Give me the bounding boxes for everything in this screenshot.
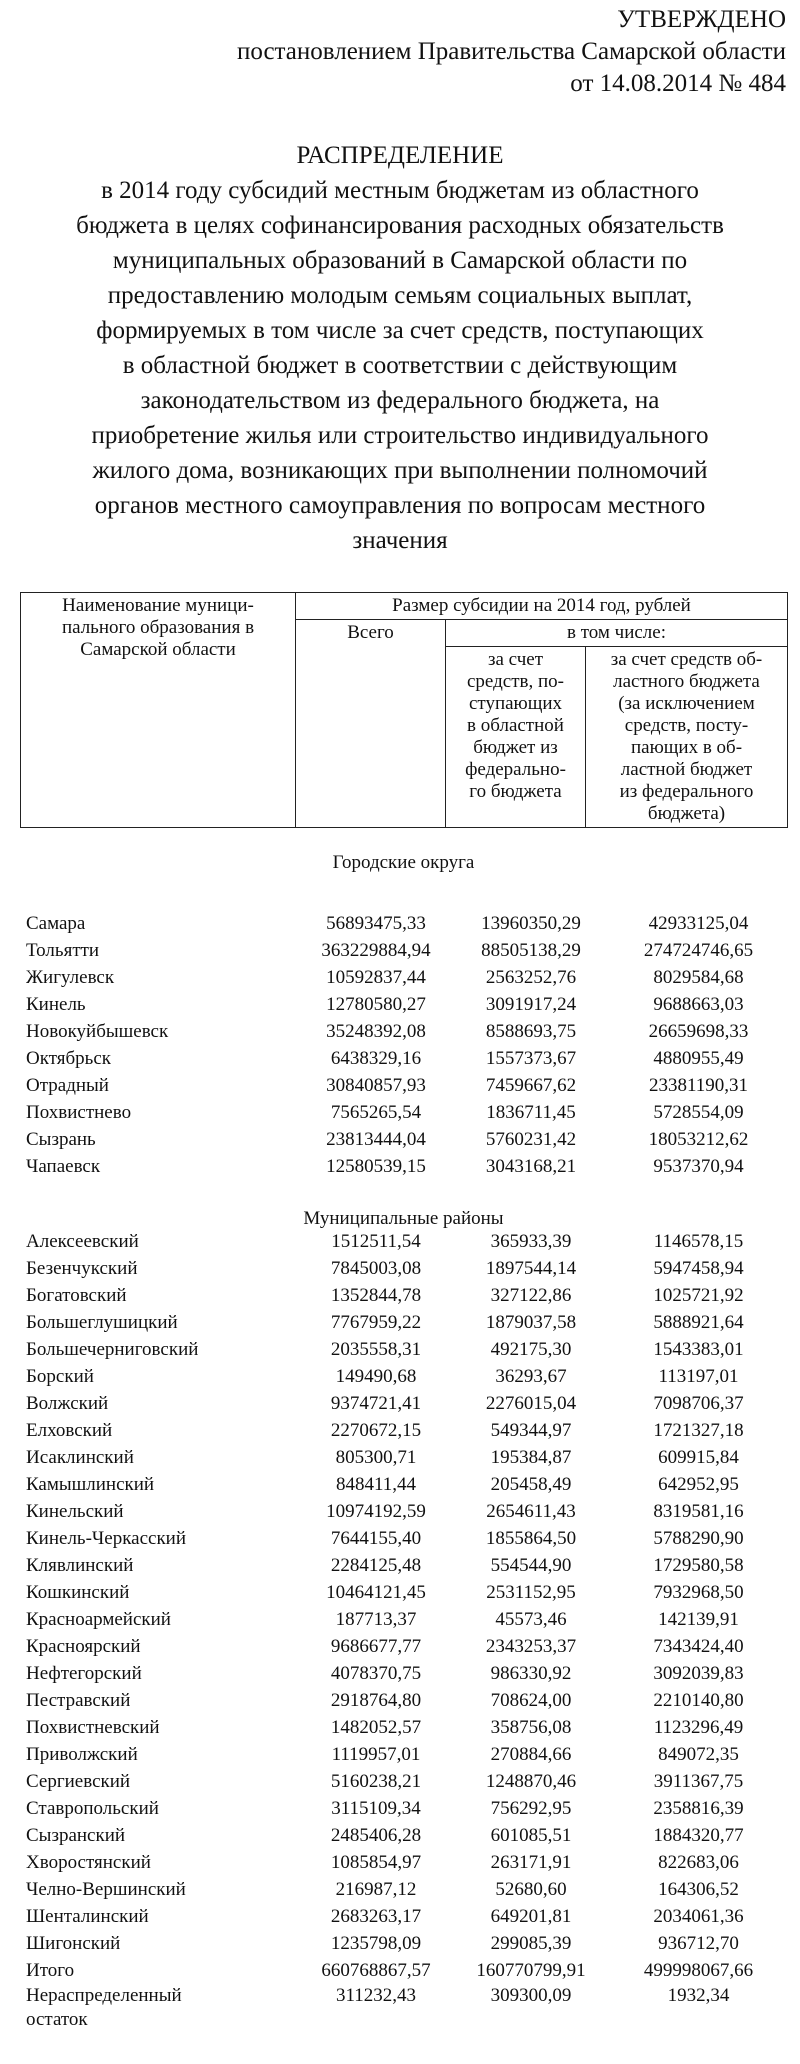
- cell-federal: 3043168,21: [485, 1156, 577, 1177]
- cell-federal: 88505138,29: [481, 940, 581, 961]
- cell-regional: 1123296,49: [653, 1717, 744, 1738]
- cell-name: Исаклинский: [26, 1447, 134, 1468]
- cell-total: 23813444,04: [326, 1129, 426, 1150]
- cell-total: 1235798,09: [330, 1933, 422, 1954]
- cell-regional: 822683,06: [658, 1852, 739, 1873]
- cell-regional: 7098706,37: [653, 1393, 744, 1414]
- cell-regional: 164306,52: [658, 1879, 739, 1900]
- table-row: [26, 1741, 786, 1768]
- table-row: [26, 1228, 786, 1255]
- cell-name: Жигулевск: [26, 967, 115, 988]
- cell-federal: 649201,81: [490, 1906, 572, 1927]
- table-row: [26, 1984, 786, 2032]
- cell-regional: 4880955,49: [653, 1048, 744, 1069]
- cell-regional: 1543383,01: [653, 1339, 744, 1360]
- cell-regional: 42933125,04: [648, 913, 749, 934]
- header-subsidy-size: Размер субсидии на 2014 год, рублей: [296, 593, 788, 620]
- title-line: законодательством из федерального бюджета, на: [140, 387, 660, 414]
- cell-regional: 3911367,75: [653, 1771, 744, 1792]
- cell-name: Сергиевский: [26, 1771, 131, 1792]
- table-row: [26, 1552, 786, 1579]
- cell-regional: 936712,70: [658, 1933, 739, 1954]
- cell-total: 6438329,16: [330, 1048, 422, 1069]
- title-line: органов местного самоуправления по вопросам местного: [94, 492, 706, 519]
- cell-total: 5160238,21: [330, 1771, 422, 1792]
- cell-name: Елховский: [26, 1420, 113, 1441]
- cell-name: Алексеевский: [26, 1231, 139, 1252]
- cell-regional: 1729580,58: [653, 1555, 744, 1576]
- cell-total: 9374721,41: [330, 1393, 422, 1414]
- cell-federal: 13960350,29: [481, 913, 581, 934]
- cell-name: Кинель: [26, 994, 86, 1015]
- cell-name: Большеглушицкий: [26, 1312, 178, 1333]
- cell-federal: 327122,86: [490, 1285, 572, 1306]
- cell-federal: 708624,00: [490, 1690, 572, 1711]
- cell-regional: 849072,35: [658, 1744, 739, 1765]
- cell-total: 1352844,78: [330, 1285, 422, 1306]
- cell-federal: 7459667,62: [485, 1075, 577, 1096]
- table-row: [26, 1390, 786, 1417]
- cell-regional: 26659698,33: [648, 1021, 749, 1042]
- cell-regional: 9537370,94: [653, 1156, 744, 1177]
- cell-name: Новокуйбышевск: [26, 1021, 169, 1042]
- table-row: [26, 1849, 786, 1876]
- cell-federal: 2531152,95: [486, 1582, 576, 1603]
- table-row: [26, 1768, 786, 1795]
- table-row: [26, 991, 786, 1018]
- cell-total: 7767959,22: [330, 1312, 422, 1333]
- table-row: [26, 1903, 786, 1930]
- cell-name: Челно-Вершинский: [26, 1879, 186, 1900]
- table-row: [26, 1336, 786, 1363]
- cell-federal: 1557373,67: [485, 1048, 577, 1069]
- cell-total: 4078370,75: [330, 1663, 422, 1684]
- cell-federal: 36293,67: [495, 1366, 567, 1387]
- cell-total: 2270672,15: [330, 1420, 422, 1441]
- cell-name: Камышлинский: [26, 1474, 155, 1495]
- cell-total: 7565265,54: [330, 1102, 422, 1123]
- cell-regional: 2210140,80: [653, 1690, 744, 1711]
- cell-regional: 5888921,64: [653, 1312, 744, 1333]
- header-regional: за счет средств об- ластного бюджета (за исключением средств, посту- пающих в об- ластной бюджет из федерального бюджета): [586, 647, 788, 828]
- cell-regional: 1932,34: [667, 1985, 730, 2006]
- cell-federal: 358756,08: [490, 1717, 572, 1738]
- cell-federal: 2654611,43: [486, 1501, 576, 1522]
- table-header: [20, 592, 788, 828]
- cell-total: 848411,44: [335, 1474, 417, 1495]
- table-row: [26, 1072, 786, 1099]
- table-row: [26, 1525, 786, 1552]
- table-row: [26, 1633, 786, 1660]
- cell-total: 30840857,93: [326, 1075, 426, 1096]
- table-row: [26, 1822, 786, 1849]
- table-row: [26, 1714, 786, 1741]
- cell-total: 1085854,97: [330, 1852, 422, 1873]
- cell-total: 2284125,48: [330, 1555, 422, 1576]
- cell-federal: 263171,91: [490, 1852, 572, 1873]
- table-row: [26, 1099, 786, 1126]
- cell-regional: 2358816,39: [653, 1798, 744, 1819]
- table-row: [26, 1930, 786, 1957]
- cell-federal: 45573,46: [495, 1609, 567, 1630]
- section-title-municipal-districts: Муниципальные районы: [303, 1208, 504, 1229]
- cell-total: 311232,43: [335, 1985, 417, 2006]
- cell-federal: 5760231,42: [485, 1129, 577, 1150]
- document-title: [20, 138, 780, 558]
- table-row: [26, 1687, 786, 1714]
- cell-name: Безенчукский: [26, 1258, 138, 1279]
- cell-regional: 7343424,40: [653, 1636, 744, 1657]
- cell-total: 187713,37: [335, 1609, 417, 1630]
- approval-line-3: от 14.08.2014 № 484: [570, 70, 786, 97]
- table-row: [26, 1444, 786, 1471]
- cell-name: Ставропольский: [26, 1798, 159, 1819]
- table-row: [26, 1126, 786, 1153]
- cell-regional: 5728554,09: [653, 1102, 744, 1123]
- section-title-city-districts: Городские округа: [332, 852, 475, 873]
- cell-total: 660768867,57: [321, 1960, 431, 1981]
- cell-regional: 1025721,92: [653, 1285, 744, 1306]
- cell-federal: 756292,95: [490, 1798, 572, 1819]
- cell-name: Кинельский: [26, 1501, 124, 1522]
- approval-line-2: постановлением Правительства Самарской области: [236, 38, 786, 65]
- title-line: значения: [352, 527, 448, 554]
- header-federal: за счет средств, по- ступающих в областной бюджет из федерально- го бюджета: [446, 647, 586, 828]
- cell-total: 56893475,33: [326, 913, 426, 934]
- title-line: жилого дома, возникающих при выполнении полномочий: [92, 457, 708, 484]
- cell-federal: 1248870,46: [485, 1771, 577, 1792]
- cell-total: 3115109,34: [331, 1798, 421, 1819]
- cell-federal: 601085,51: [490, 1825, 572, 1846]
- cell-total: 2918764,80: [330, 1690, 422, 1711]
- table-row: [26, 1417, 786, 1444]
- cell-regional: 1146578,15: [653, 1231, 744, 1252]
- cell-name: Тольятти: [26, 940, 100, 961]
- table-row: [26, 1579, 786, 1606]
- cell-regional: 8319581,16: [653, 1501, 744, 1522]
- table-row: [26, 1606, 786, 1633]
- cell-regional: 1721327,18: [653, 1420, 744, 1441]
- cell-regional: 18053212,62: [648, 1129, 749, 1150]
- cell-total: 2035558,31: [330, 1339, 422, 1360]
- cell-name: Кошкинский: [26, 1582, 130, 1603]
- cell-total: 10592837,44: [326, 967, 426, 988]
- cell-federal: 8588693,75: [485, 1021, 577, 1042]
- cell-federal: 195384,87: [490, 1447, 572, 1468]
- cell-federal: 986330,92: [490, 1663, 572, 1684]
- cell-total: 35248392,08: [326, 1021, 426, 1042]
- cell-federal: 270884,66: [490, 1744, 572, 1765]
- cell-federal: 309300,09: [490, 1985, 572, 2006]
- cell-regional: 2034061,36: [653, 1906, 744, 1927]
- cell-total: 7845003,08: [330, 1258, 422, 1279]
- cell-name: Приволжский: [26, 1744, 138, 1765]
- cell-federal: 549344,97: [490, 1420, 572, 1441]
- cell-name: Борский: [26, 1366, 94, 1387]
- title-line: приобретение жилья или строительство индивидуального: [91, 422, 709, 449]
- title-heading: РАСПРЕДЕЛЕНИЕ: [296, 142, 504, 169]
- cell-total: 216987,12: [335, 1879, 417, 1900]
- title-line: в областной бюджет в соответствии с действующим: [122, 352, 678, 379]
- cell-federal: 1836711,45: [486, 1102, 576, 1123]
- cell-regional: 9688663,03: [653, 994, 744, 1015]
- cell-federal: 1897544,14: [485, 1258, 577, 1279]
- cell-regional: 142139,91: [658, 1609, 739, 1630]
- cell-federal: 160770799,91: [476, 1960, 586, 1981]
- cell-federal: 3091917,24: [485, 994, 577, 1015]
- cell-regional: 7932968,50: [653, 1582, 744, 1603]
- cell-name: Отрадный: [26, 1075, 109, 1096]
- table-row: [26, 1957, 786, 1984]
- table-row: [26, 1153, 786, 1180]
- cell-name: Похвистневский: [26, 1717, 160, 1738]
- table-row: [26, 1255, 786, 1282]
- cell-total: 2683263,17: [330, 1906, 422, 1927]
- cell-name: Самара: [26, 913, 86, 934]
- cell-federal: 1879037,58: [485, 1312, 577, 1333]
- cell-name: Волжский: [26, 1393, 109, 1414]
- cell-federal: 205458,49: [490, 1474, 572, 1495]
- cell-name: Сызрань: [26, 1129, 96, 1150]
- table-row: [26, 964, 786, 991]
- header-total: Всего: [296, 620, 446, 828]
- cell-total: 12780580,27: [326, 994, 426, 1015]
- cell-name: Нефтегорский: [26, 1663, 142, 1684]
- title-line: в 2014 году субсидий местным бюджетам из областного: [101, 177, 699, 204]
- cell-name: Шенталинский: [26, 1906, 149, 1927]
- cell-federal: 365933,39: [490, 1231, 572, 1252]
- cell-name: Хворостянский: [26, 1852, 151, 1873]
- cell-name: Пестравский: [26, 1690, 131, 1711]
- table-row: [26, 1498, 786, 1525]
- table-row: [26, 1363, 786, 1390]
- table-row: [26, 1045, 786, 1072]
- cell-regional: 609915,84: [658, 1447, 739, 1468]
- title-line: муниципальных образований в Самарской области по: [112, 247, 688, 274]
- cell-name: Сызранский: [26, 1825, 126, 1846]
- table-row: [26, 1471, 786, 1498]
- cell-name: Большечерниговский: [26, 1339, 199, 1360]
- cell-regional: 23381190,31: [648, 1075, 749, 1096]
- cell-total: 1482052,57: [330, 1717, 422, 1738]
- cell-total: 363229884,94: [321, 940, 431, 961]
- cell-name: Кинель-Черкасский: [26, 1528, 187, 1549]
- cell-total: 149490,68: [335, 1366, 417, 1387]
- city-districts-list: [26, 910, 786, 1180]
- cell-name: Чапаевск: [26, 1156, 101, 1177]
- cell-regional: 499998067,66: [643, 1960, 754, 1981]
- cell-regional: 113197,01: [658, 1366, 739, 1387]
- title-line: предоставлению молодым семьям социальных выплат,: [107, 282, 693, 309]
- title-line: формируемых в том числе за счет средств, поступающих: [96, 317, 704, 344]
- cell-regional: 8029584,68: [653, 967, 744, 988]
- header-name-column: Наименование муници- пального образования в Самарской области: [21, 593, 296, 828]
- cell-federal: 2563252,76: [485, 967, 577, 988]
- cell-name: Красноармейский: [26, 1609, 171, 1630]
- cell-federal: 492175,30: [490, 1339, 572, 1360]
- cell-federal: 2343253,37: [485, 1636, 577, 1657]
- cell-total: 12580539,15: [326, 1156, 426, 1177]
- cell-regional: 1884320,77: [653, 1825, 744, 1846]
- cell-name: Итого: [26, 1960, 75, 1981]
- cell-total: 2485406,28: [330, 1825, 422, 1846]
- cell-name: Октябрьск: [26, 1048, 111, 1069]
- cell-federal: 2276015,04: [485, 1393, 577, 1414]
- title-line: бюджета в целях софинансирования расходных обязательств: [76, 212, 724, 239]
- cell-total: 805300,71: [335, 1447, 417, 1468]
- cell-regional: 642952,95: [658, 1474, 739, 1495]
- cell-total: 1119957,01: [331, 1744, 421, 1765]
- cell-regional: 274724746,65: [643, 940, 754, 961]
- table-row: [26, 937, 786, 964]
- cell-regional: 3092039,83: [653, 1663, 744, 1684]
- cell-federal: 554544,90: [490, 1555, 572, 1576]
- approval-stamp: [237, 4, 786, 100]
- cell-name: Красноярский: [26, 1636, 141, 1657]
- cell-total: 10974192,59: [326, 1501, 426, 1522]
- cell-name: Нераспределенный остаток: [26, 1985, 182, 2030]
- table-row: [26, 1660, 786, 1687]
- table-row: [26, 1282, 786, 1309]
- header-including: в том числе:: [446, 620, 788, 647]
- cell-total: 9686677,77: [330, 1636, 422, 1657]
- table-row: [26, 1018, 786, 1045]
- table-row: [26, 1876, 786, 1903]
- municipal-districts-list: [26, 1228, 786, 2032]
- cell-total: 7644155,40: [330, 1528, 422, 1549]
- cell-name: Богатовский: [26, 1285, 127, 1306]
- cell-federal: 52680,60: [495, 1879, 567, 1900]
- cell-federal: 1855864,50: [485, 1528, 577, 1549]
- cell-federal: 299085,39: [490, 1933, 572, 1954]
- cell-total: 1512511,54: [331, 1231, 421, 1252]
- table-row: [26, 1795, 786, 1822]
- cell-name: Похвистнево: [26, 1102, 132, 1123]
- cell-total: 10464121,45: [326, 1582, 426, 1603]
- cell-regional: 5947458,94: [653, 1258, 744, 1279]
- cell-regional: 5788290,90: [653, 1528, 744, 1549]
- approval-line-1: УТВЕРЖДЕНО: [617, 6, 786, 33]
- cell-name: Шигонский: [26, 1933, 121, 1954]
- table-row: [26, 910, 786, 937]
- table-row: [26, 1309, 786, 1336]
- cell-name: Клявлинский: [26, 1555, 134, 1576]
